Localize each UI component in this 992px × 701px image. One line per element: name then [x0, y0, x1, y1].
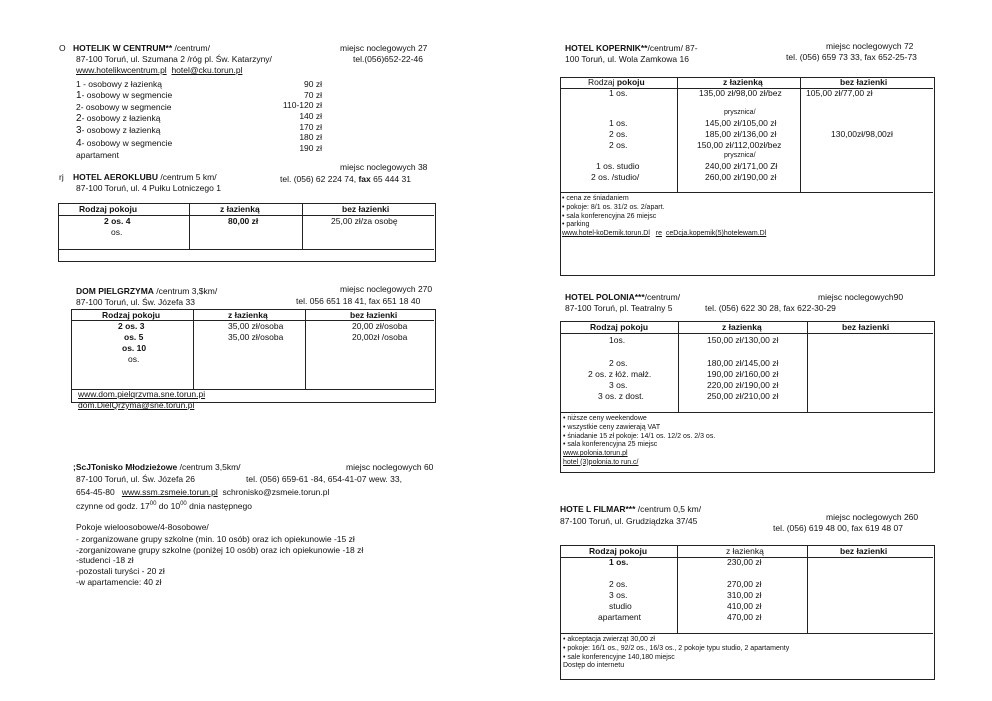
note-item: • akceptacja zwierząt 30,00 zł: [563, 636, 655, 643]
header-text: Rodzaj: [588, 77, 617, 87]
hotel-address: 87-100 Toruń, ul. Św. Józefa 33: [76, 297, 195, 307]
note-item: Dostęp do internetu: [563, 662, 625, 670]
price-with-bath: 185,00 zł/136,00 zł: [705, 129, 777, 139]
room-type: 1 os.: [609, 88, 628, 98]
price-without-bath: 20,00 zł/osoba: [352, 321, 408, 331]
note-item: • cena ze śniadaniem: [562, 195, 629, 202]
column-divider: [807, 321, 808, 412]
col-header-type: Rodzaj pokoju: [79, 204, 138, 214]
column-divider: [800, 77, 801, 192]
email-link[interactable]: ceDcja.kopemik(5)hotelewam.Dl: [665, 230, 767, 237]
list-item: - zorganizowane grupy szkolne (min. 10 osób) oraz ich opiekunowie -15 zł: [76, 534, 355, 544]
hotel-name: HOTEL AEROKLUBU: [73, 172, 158, 182]
hotel-title: [73, 173, 217, 183]
col-header-type: Rodzaj pokoju: [589, 546, 648, 556]
room-price: 180 zł: [299, 132, 322, 143]
room-type: 2 os. z łóż. małż.: [588, 369, 652, 379]
hotel-name: HOTEL POLONIA***: [565, 292, 645, 302]
price-with-bath: 190,00 zł/160,00 zł: [707, 369, 779, 379]
note-item: • sala konferencyjna 26 miejsc: [562, 212, 657, 220]
room-price: 190 zł: [299, 142, 322, 153]
price-without-bath: 25,00 zł/za osobę: [331, 216, 398, 226]
hotel-address: 87-100 Toruń, ul. Grudziądzka 37/45: [560, 516, 698, 526]
column-divider: [677, 545, 678, 633]
column-divider: [678, 321, 679, 412]
price-with-bath: 230,00 zł: [727, 557, 762, 567]
header-text: pokoju: [616, 77, 645, 87]
room-label: apartament: [76, 150, 119, 161]
room-price: 90 zł: [304, 79, 322, 89]
beds-count: miejsc noclegowych 260: [826, 512, 919, 522]
room-item: [76, 113, 172, 126]
column-divider: [302, 203, 303, 249]
note-item: • parking: [562, 221, 590, 229]
room-type: 1 os. studio: [596, 161, 640, 171]
col-header-with: z łazienką: [726, 546, 764, 556]
room-type: os.: [128, 354, 140, 364]
price-with-bath: 310,00 zł: [727, 590, 762, 600]
price-with-bath: 220,00 zł/190,00 zł: [707, 380, 779, 390]
room-count: 1: [76, 79, 81, 89]
opening-hours: [76, 501, 252, 512]
hotel-location: /centrum 5 km/: [158, 172, 217, 182]
links-line: [562, 230, 766, 239]
room-label: - osobowy w segmencie: [80, 102, 172, 113]
room-type: 2 os.: [609, 129, 628, 139]
room-prices: [262, 79, 322, 153]
hotel-address: 87-100 Toruń, ul. 4 Pułku Lotniczego 1: [76, 183, 221, 193]
room-type: 2 os. /studio/: [591, 172, 640, 182]
hotel-location: /centrum 3,$km/: [153, 286, 218, 296]
notes-list: [562, 195, 766, 239]
hours-text: dnia następnego: [186, 500, 252, 511]
website-link[interactable]: www.polonia.torun.pl: [563, 450, 628, 457]
hotel-address: 87-100 Toruń, pl. Teatralny 5: [565, 303, 673, 313]
note-item: • sale konferencyjne 140,180 miejsc: [563, 653, 675, 661]
room-type: studio: [609, 601, 632, 611]
hotel-location: /centrum 3,5km/: [177, 462, 241, 472]
beds-count: miejsc noclegowych 72: [826, 41, 914, 51]
price-with-bath: 240,00 zł/171,00 Zł: [705, 161, 778, 171]
price-with-bath: 135,00 zł/98,00 zł/bez: [699, 88, 782, 98]
column-divider: [807, 545, 808, 633]
hotel-location: /centrum/: [172, 43, 210, 53]
price-with-bath: 150,00 zł/130,00 zł: [707, 335, 779, 345]
hours-text: do 10: [156, 500, 181, 511]
room-type: 1 os.: [609, 118, 628, 128]
room-item: [76, 125, 172, 138]
hotel-address: 100 Toruń, ul. Wola Zamkowa 16: [565, 54, 689, 64]
col-header-with: z łazienką: [228, 310, 268, 320]
phone-extra: 654-45-80: [76, 487, 115, 497]
rooms-title: Pokoje wieloosobowe/4-8osobowe/: [76, 522, 209, 532]
row-divider: [560, 192, 933, 193]
hotel-location: /centrum/ 87-: [647, 43, 698, 53]
row-divider: [560, 412, 933, 413]
hotel-name: DOM PIELGRZYMA: [76, 286, 154, 296]
price-note: prysznica/: [724, 152, 756, 159]
list-item: -w apartamencie: 40 zł: [76, 576, 162, 587]
room-type: 2 os. 3: [118, 321, 145, 331]
hotel-name: HOTE L FILMAR***: [560, 504, 636, 514]
hotel-location: /centrum 0,5 km/: [635, 504, 702, 514]
list-item: -pozostali turyści - 20 zł: [76, 565, 165, 576]
marker-text: O: [59, 43, 66, 53]
row-divider: [560, 633, 933, 634]
col-header-without: bez łazienki: [342, 204, 390, 214]
hotel-phone: [280, 175, 411, 185]
hotel-title: [73, 44, 210, 54]
column-divider: [677, 77, 678, 192]
room-type: 3 os. z dost.: [598, 391, 644, 401]
hotel-phone: tel. (056) 659 73 33, fax 652-25-73: [786, 52, 917, 62]
price-with-bath: 260,00 zł/190,00 zł: [705, 172, 777, 182]
price-with-bath: 150,00 zł/112,00zł/bez: [697, 140, 782, 150]
room-type: 2 os. 4: [104, 216, 131, 226]
room-type: 1os.: [609, 335, 626, 345]
price-with-bath: 470,00 zł: [727, 612, 762, 622]
col-header-without: bez łazienki: [350, 310, 398, 320]
price-with-bath: 410,00 zł: [727, 601, 762, 611]
room-type: 2 os.: [609, 579, 628, 589]
room-type: 3 os.: [609, 590, 628, 600]
hotel-title: [560, 505, 701, 515]
room-price: 110-120 zł: [282, 100, 322, 111]
room-type: 2 os.: [609, 358, 628, 368]
beds-count: miejsc noclegowych 270: [340, 284, 433, 294]
beds-count: miejsc noclegowych90: [818, 292, 904, 302]
bullet-marker: rj: [59, 172, 64, 182]
hotel-phone: tel. 056 651 18 41, fax 651 18 40: [296, 296, 421, 306]
note-item: • sala konferencyjna 25 miejsc: [563, 441, 658, 449]
room-item: [76, 150, 172, 161]
hotel-name: HOTELIK W CENTRUM**: [73, 43, 173, 53]
column-divider: [189, 203, 190, 249]
hotel-address: 87-100 Toruń, ul. Szumana 2 /róg pl. Św. Katarzyny/: [76, 54, 272, 64]
room-count: 2: [76, 102, 81, 113]
room-type: apartament: [598, 612, 641, 622]
column-divider: [193, 309, 194, 389]
hotel-address: 87-100 Toruń, ul. Św. Józefa 26: [76, 474, 195, 484]
beds-count: miejsc noclegowych 27: [340, 43, 428, 53]
room-item: [76, 90, 172, 103]
price-with-bath: 145,00 zł/105,00 zł: [705, 118, 777, 128]
hotel-name: HOTEL KOPERNIK**: [565, 43, 648, 53]
col-header-type: Rodzaj pokoju: [102, 310, 161, 320]
room-count: 3: [76, 125, 82, 137]
hotel-phone: tel.(056)652-22-46: [353, 54, 423, 64]
room-type: 2 os.: [609, 140, 628, 150]
room-label: - osobowy w segmencie: [81, 137, 173, 148]
email-link[interactable]: hotel (3)polonia.to run.c/: [563, 458, 639, 466]
price-with-bath: 80,00 zł: [228, 216, 259, 226]
email-link[interactable]: dom.DielQrzyma@sne.torun.pl: [78, 400, 195, 410]
note-item: • wszystkie ceny zawierają VAT: [563, 423, 661, 431]
price-note: prysznica/: [724, 109, 756, 116]
room-count: 2: [76, 112, 82, 124]
hotel-links: [76, 66, 242, 76]
room-label: - osobowy z łazienką: [80, 79, 162, 89]
email-link[interactable]: hotel@cku.torun.pl: [171, 65, 243, 75]
hotel-title: [565, 44, 698, 54]
hours-sup: 00: [180, 501, 187, 507]
column-divider: [305, 309, 306, 389]
room-label: - osobowy z łazienką: [81, 112, 161, 123]
website-link[interactable]: www.ssm.zsmeie.torun.pl: [121, 487, 218, 497]
price-with-bath: 35,00 zł/osoba: [228, 332, 284, 342]
website-link[interactable]: www.hotelikwcentrum.pl: [76, 65, 167, 75]
room-type: os.: [111, 227, 123, 237]
beds-count: miejsc noclegowych 38: [340, 162, 428, 172]
hotel-title: [565, 293, 680, 303]
hotel-title: [73, 463, 241, 473]
beds-count: miejsc noclegowych 60: [346, 462, 434, 472]
bullet-marker: [59, 44, 66, 54]
hotel-title: [76, 287, 217, 297]
hotel-location: /centrum/: [644, 292, 681, 302]
price-without-bath: 130,00zł/98,00zł: [831, 129, 893, 139]
room-price: 140 zł: [299, 110, 322, 121]
room-item: [76, 138, 172, 151]
price-with-bath: 270,00 zł: [727, 579, 762, 589]
hours-text: czynne od godz. 17: [76, 500, 150, 511]
col-header-type: Rodzaj pokoju: [590, 322, 649, 332]
room-type: os. 10: [122, 343, 147, 353]
hotel-phone: tel. (056) 619 48 00, fax 619 48 07: [773, 523, 903, 533]
col-header-without: bez łazienki: [840, 77, 888, 87]
note-item: • pokoje: 16/1 os., 92/2 os., 16/3 os., 2 pokoje typu studio, 2 apartamenty: [563, 644, 790, 652]
hotel-phone: tel. (056) 622 30 28, fax 622-30-29: [705, 303, 836, 313]
contact-line: [76, 488, 329, 498]
price-with-bath: 180,00 zł/145,00 zł: [707, 358, 779, 368]
room-label: - osobowy z łazienką: [81, 125, 161, 136]
list-item: -zorganizowane grupy szkolne (poniżej 10 osób) oraz ich opiekunowie -18 zł: [76, 544, 364, 555]
room-list: [76, 534, 363, 587]
hours-sup: 00: [149, 501, 157, 507]
col-header-without: bez łazienki: [842, 322, 890, 332]
room-price: 70 zł: [304, 89, 322, 100]
room-count: 4: [76, 137, 82, 149]
room-type: 3 os.: [609, 380, 628, 390]
list-item: -studenci -18 zł: [76, 555, 134, 566]
notes-list: [563, 415, 715, 468]
reception-link[interactable]: re: [655, 230, 662, 237]
email-text: schronisko@zsmeie.torun.pl: [222, 487, 330, 497]
col-header-with: z łazienką: [220, 204, 260, 214]
website-link[interactable]: www.dom.pielqrzvma.sne.torun.pi: [78, 389, 206, 399]
website-link[interactable]: www.hotel-koDemik.torun.Dl: [562, 230, 650, 237]
price-with-bath: 35,00 zł/osoba: [228, 321, 284, 331]
hotel-name: ;ScJTonisko Młodzieżowe: [73, 462, 178, 472]
note-item: • śniadanie 15 zł pokoje: 14/1 os. 12/2 os. 2/3 os.: [563, 432, 716, 440]
price-without-bath: 105,00 zł/77,00 zł: [806, 88, 873, 98]
notes-list: [563, 636, 789, 671]
room-type: 1 os.: [609, 557, 629, 567]
note-item: • niższe ceny weekendowe: [563, 415, 647, 422]
fax-label: fax: [358, 174, 371, 184]
hotel-phone: tel. (056) 659-61 -84, 654-41-07 wew. 33,: [246, 474, 402, 484]
col-header-with: z łazienką: [723, 77, 763, 87]
row-divider: [58, 249, 434, 250]
room-item: [76, 79, 172, 90]
price-with-bath: 250,00 zł/210,00 zł: [707, 391, 779, 401]
col-header-type: [588, 78, 645, 88]
room-price: 170 zł: [299, 121, 322, 132]
fax-number: 65 444 31: [370, 174, 411, 184]
note-item: • pokoje: 8/1 os. 31/2 os. 2/apart.: [562, 203, 665, 211]
price-without-bath: 20,00zł /osoba: [352, 332, 408, 342]
room-list: [76, 79, 172, 161]
room-item: [76, 102, 172, 113]
col-header-without: bez łazienki: [840, 546, 888, 556]
room-label: - osobowy w segmencie: [81, 89, 173, 100]
phone-text: tel. (056) 62 224 74,: [280, 174, 359, 184]
room-type: os. 5: [124, 332, 144, 342]
room-count: 1: [76, 89, 82, 101]
header-divider: [560, 333, 933, 334]
col-header-with: z łazienką: [722, 322, 762, 332]
